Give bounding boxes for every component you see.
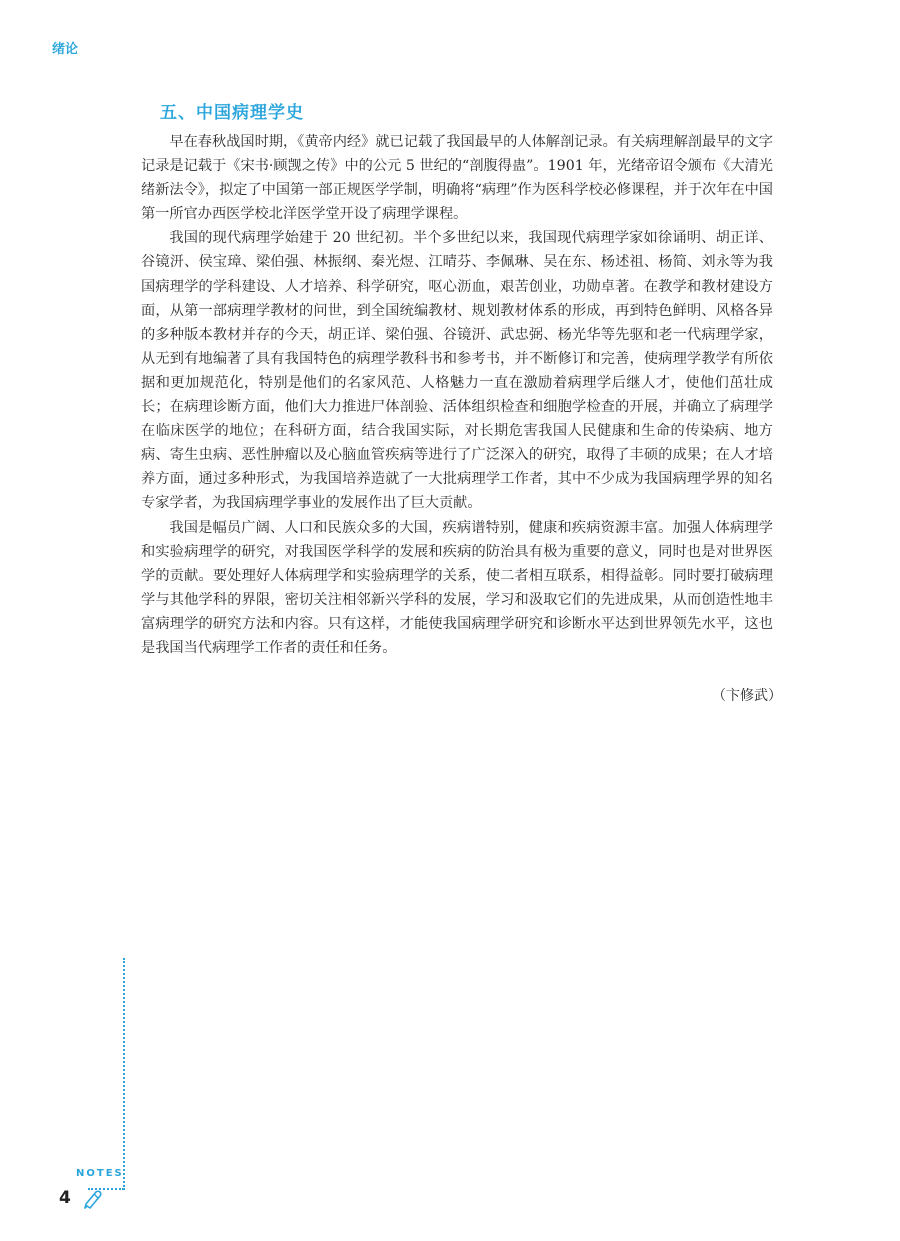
section-title: 五、中国病理学史	[160, 103, 304, 123]
running-head: 绪论	[52, 42, 79, 57]
author-signature: （卞修武）	[712, 688, 782, 704]
notes-margin-line	[123, 958, 125, 1190]
notes-label: NOTES	[76, 1168, 124, 1179]
page-number: 4	[59, 1188, 71, 1208]
body-text	[141, 130, 773, 660]
paragraph-3: 我国是幅员广阔、人口和民族众多的大国，疾病谱特别，健康和疾病资源丰富。加强人体病理学和实验病理学的研究，对我国医学科学的发展和疾病的防治具有极为重要的意义，同时也是对世界医学的贡献。要处理好人体病理学和实验病理学的关系，使二者相互联系，相得益彰。同时要打破病理学与其他学科的界限，密切关注相邻新兴学科的发展，学习和汲取它们的先进成果，从而创造性地丰富病理学的研究方法和内容。只有这样，才能使我国病理学研究和诊断水平达到世界领先水平，这也是我国当代病理学工作者的责任和任务。	[141, 519, 773, 656]
paragraph-2: 我国的现代病理学始建于 20 世纪初。半个多世纪以来，我国现代病理学家如徐诵明、胡正详、谷镜汧、侯宝璋、梁伯强、林振纲、秦光煜、江晴芬、李佩琳、吴在东、杨述祖、杨简、刘永等为我国病理学的学科建设、人才培养、科学研究，呕心沥血，艰苦创业，功勋卓著。在教学和教材建设方面，从第一部病理学教材的问世，到全国统编教材、规划教材体系的形成，再到特色鲜明、风格各异的多种版本教材并存的今天，胡正详、梁伯强、谷镜汧、武忠弼、杨光华等先驱和老一代病理学家，从无到有地编著了具有我国特色的病理学教科书和参考书，并不断修订和完善，使病理学教学有所依据和更加规范化，特别是他们的名家风范、人格魅力一直在激励着病理学后继人才，使他们茁壮成长；在病理诊断方面，他们大力推进尸体剖验、活体组织检查和细胞学检查的开展，并确立了病理学在临床医学的地位；在科研方面，结合我国实际，对长期危害我国人民健康和生命的传染病、地方病、寄生虫病、恶性肿瘤以及心脑血管疾病等进行了广泛深入的研究，取得了丰硕的成果；在人才培养方面，通过多种形式，为我国培养造就了一大批病理学工作者，其中不少成为我国病理学界的知名专家学者，为我国病理学事业的发展作出了巨大贡献。	[141, 230, 773, 512]
paragraph-1: 早在春秋战国时期，《黄帝内经》就已记载了我国最早的人体解剖记录。有关病理解剖最早的文字记录是记载于《宋书·顾觊之传》中的公元 5 世纪的“剖腹得蛊”。1901 年，光绪帝诏令颁布《大清光绪新法令》，拟定了中国第一部正规医学学制，明确将“病理”作为医科学校必修课程，并于次年在中国第一所官办西医学校北洋医学堂开设了病理学课程。	[141, 134, 773, 223]
pen-icon	[80, 1187, 104, 1211]
